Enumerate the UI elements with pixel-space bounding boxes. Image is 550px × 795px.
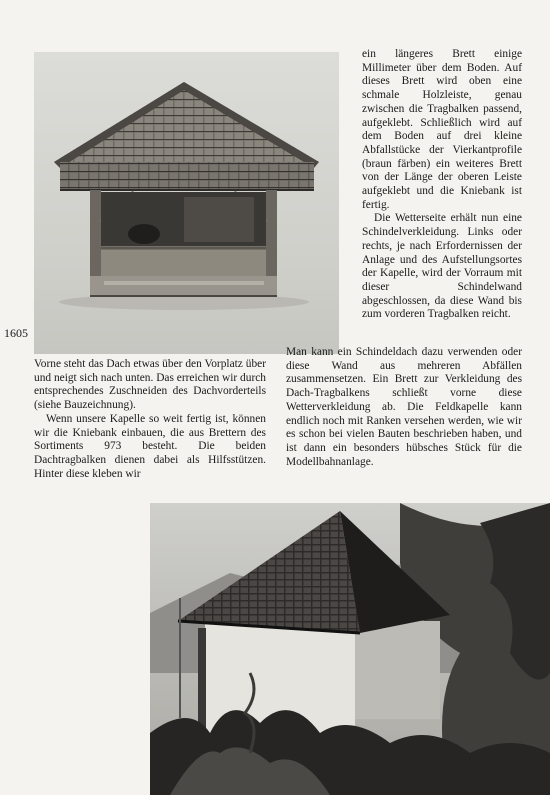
text-column-right-top xyxy=(362,48,522,322)
text-column-left xyxy=(34,358,266,481)
real-chapel-photo xyxy=(150,503,550,795)
paragraph: Vorne steht das Dach etwas über den Vorplatz über und neigt sich nach unten. Das erreichen wir durch entsprechendes Zuschneiden des Dachvorderteils (siehe Bauzeichnung). xyxy=(34,358,266,412)
paragraph: Die Wetterseite erhält nun eine Schindelverkleidung. Links oder rechts, je nach Erfordernissen der Anlage und des Aufstellungsortes der Kapelle, wird der Vorraum mit dieser Schindelwand abgeschlossen, da diese Wand bis zum vorderen Tragbalken reicht. xyxy=(362,212,522,321)
paragraph: ein längeres Brett einige Millimeter über dem Boden. Auf dieses Brett wird oben eine schmale Holzleiste, genau zwischen die Tragbalken passend, aufgeklebt. Schließlich wird auf dem Boden auf drei kleine Abfallstücke der Vierkantprofile (braun färben) ein weiteres Brett von der Länge der oberen Leiste aufgeklebt und die Kniebank ist fertig. xyxy=(362,48,522,211)
figure-number: 1605 xyxy=(4,326,28,340)
paragraph: Wenn unsere Kapelle so weit fertig ist, können wir die Kniebank einbauen, die aus Brettern des Sortiments 973 besteht. Die beiden Dachtragbalken dienen dabei als Hilfsstützen. Hinter diese kleben wir xyxy=(34,412,266,480)
text-column-right-bottom xyxy=(286,346,522,469)
paragraph: Man kann ein Schindeldach dazu verwenden oder diese Wand aus mehreren Abfällen zusammensetzen. Ein Brett zur Verkleidung des Dach-Tragbalkens schließt vorne diese Wetterverkleidung ab. Die Feldkapelle kann endlich noch mit Ranken versehen werden, wie wir es schon bei vielen Bauten beschrieben haben, und ist dann ein besonders hübsches Stück für die Modellbahnanlage. xyxy=(286,346,522,468)
model-chapel-photo xyxy=(34,52,339,354)
